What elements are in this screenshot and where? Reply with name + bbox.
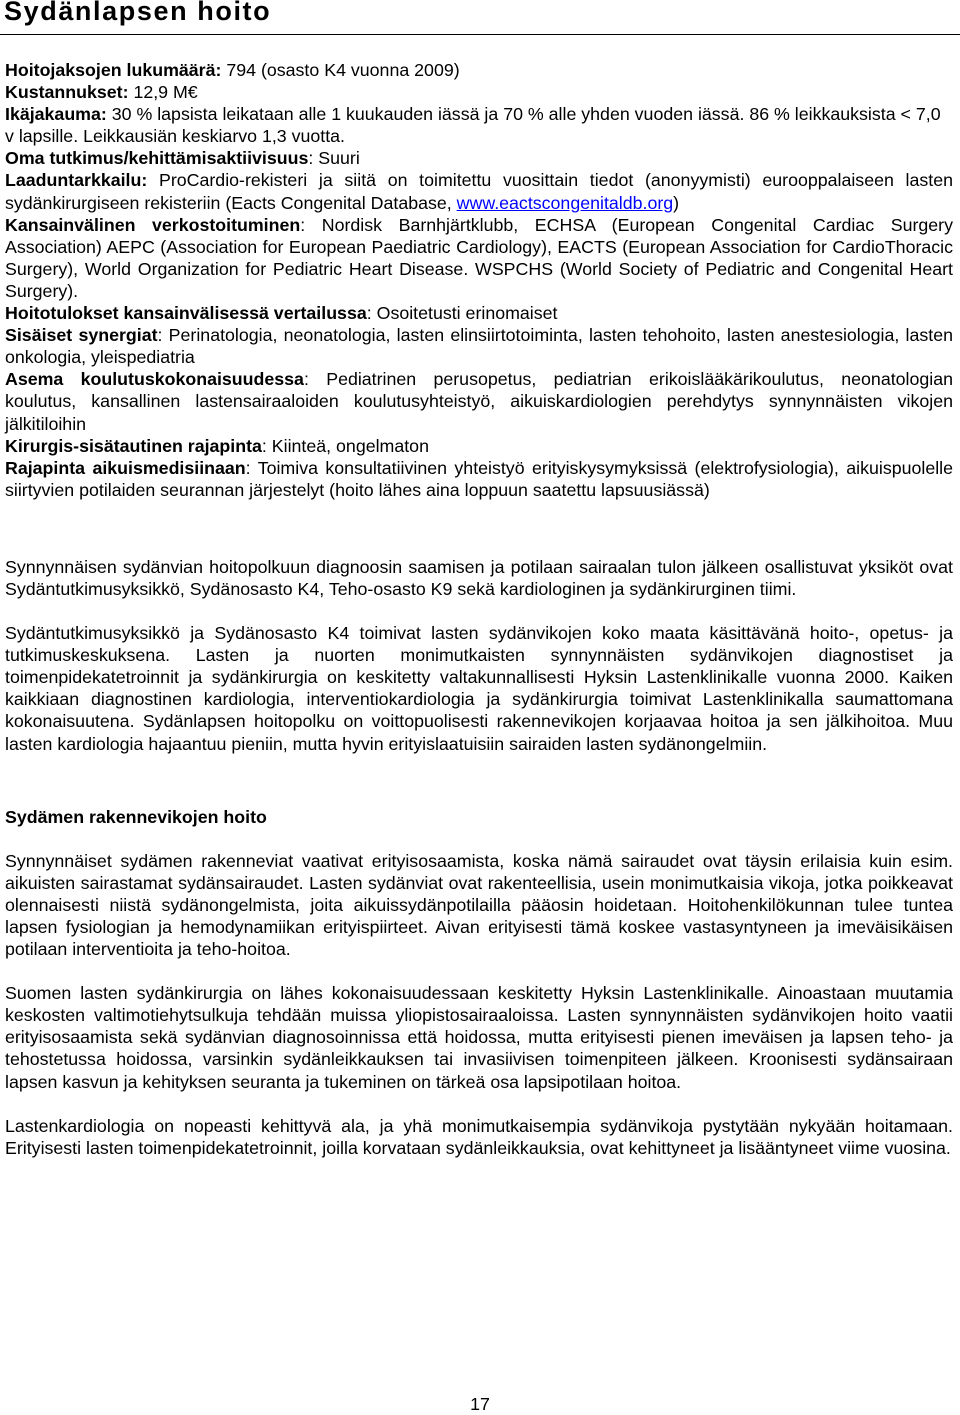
fact-label: Kansainvälinen verkostoituminen (5, 214, 301, 235)
fact-hoitojaksot (5, 59, 953, 81)
fact-label: Hoitotulokset kansainvälisessä vertailussa (5, 303, 367, 324)
fact-kustannukset (5, 81, 953, 103)
body-paragraph: Synnynnäiset sydämen rakenneviat vaativat erityisosaamista, koska nämä sairaudet ovat täysin erilaisia kuin esim. aikuisten sairastamat sydänsairaudet. Lasten sydänviat ovat rakenteellisia, usein monimutkaisia vikoja, jotka poikkeavat olennaisesti niistä sydänongelmista, joita aikuissydänpotilailla pääosin hoidetaan. Hoitohenkilökunnan tulee tuntea lapsen fysiologian ja hemodynamiikan erityispiirteet. Aivan erityisesti tämä koskee vastasyntyneen ja imeväisikäisen potilaan interventioita ja teho-hoitoa. (5, 850, 953, 960)
fact-value: : Toimiva konsultatiivinen yhteistyö erityiskysymyksissä (elektrofysiologia), aikuispuolelle siirtyvien potilaiden seurannan järjestelyt (hoito lähes aina loppuun saatettu lapsuusiässä) (5, 457, 954, 500)
fact-label: Asema koulutuskokonaisuudessa (5, 369, 304, 390)
fact-label: Rajapinta aikuismedisiinaan (5, 457, 246, 478)
fact-label: Laaduntarkkailu: (5, 170, 148, 191)
fact-value: 30 % lapsista leikataan alle 1 kuukauden iässä ja 70 % alle yhden vuoden iässä. 86 % leikkauksista < 7,0 v lapsille. Leikkausiän keskiarvo 1,3 vuotta. (5, 104, 941, 147)
body-paragraph: Lastenkardiologia on nopeasti kehittyvä ala, ja yhä monimutkaisempia sydänvikoja pystytään nykyään hoitamaan. Erityisesti lasten toimenpidekatetroinnit, joilla korvataan sydänleikkauksia, ovat kehittyneet ja lisääntyneet viime vuosina. (5, 1115, 953, 1158)
fact-value: : Osoitetusti erinomaiset (366, 303, 558, 324)
fact-label: Kirurgis-sisätautinen rajapinta (5, 435, 262, 456)
fact-rajapinta (5, 457, 953, 501)
fact-hoitotulokset (5, 302, 953, 324)
fact-oma-tutkimus (5, 147, 953, 169)
fact-asema (5, 368, 953, 434)
fact-label: Kustannukset: (5, 82, 129, 103)
body-paragraph: Synnynnäisen sydänvian hoitopolkuun diagnoosin saamisen ja potilaan sairaalan tulon jälkeen osallistuvat yksiköt ovat Sydäntutkimusyksikkö, Sydänosasto K4, Teho-osasto K9 sekä kardiologinen ja sydänkirurginen tiimi. (5, 556, 953, 599)
fact-synergiat (5, 324, 953, 368)
page-number: 17 (470, 1394, 490, 1414)
fact-ikajakauma (5, 103, 953, 147)
facts-block (5, 59, 953, 501)
fact-label: Oma tutkimus/kehittämisaktiivisuus (5, 148, 309, 169)
fact-value: 794 (osasto K4 vuonna 2009) (221, 60, 460, 80)
fact-value-end: ) (673, 192, 680, 213)
body-paragraph: Sydäntutkimusyksikkö ja Sydänosasto K4 toimivat lasten sydänvikojen koko maata käsittävänä hoito-, opetus- ja tutkimuskeskuksena. Lasten ja nuorten monimutkaisten synnynnäisten sydänvikojen diagnostiset ja toimenpidekatetroinnit ja sydänkirurgia on keskitetty valtakunnallisesti Hyksin Lastenklinikalle vuonna 2000. Kaiken kaikkiaan diagnostinen kardiologia, interventiokardiologia ja sydänkirurgia toimivat Lastenklinikalla saumattomana kokonaisuutena. Sydänlapsen hoitopolku on voittopuolisesti rakennevikojen korjaavaa hoitoa ja sen jälkihoitoa. Muu lasten kardiologia hajaantuu pieniin, mutta hyvin erityislaatuisiin sairaiden lasten sydänongelmiin. (5, 623, 953, 754)
fact-value: : Pediatrinen perusopetus, pediatrian erikoislääkärikoulutus, neonatologian koulutus, kansallinen lastensairaaloiden koulutusyhteistyö, aikuiskardiologien perehdytys synnynnäisten vikojen jälkitiloihin (5, 369, 953, 434)
fact-value: : Perinatologia, neonatologia, lasten elinsiirtotoiminta, lasten tehohoito, lasten anestesiologia, lasten onkologia, yleispediatria (5, 325, 953, 368)
fact-value: 12,9 M€ (128, 82, 198, 103)
body-paragraph: Suomen lasten sydänkirurgia on lähes kokonaisuudessaan keskitetty Hyksin Lastenklinikalle. Ainoastaan muutamia keskosten valtimotiehytsulkuja tehdään muissa yliopistosairaaloissa. Lasten synnynnäisten sydänvikojen hoito vaatii erityisosaamista sekä sydänvian diagnosoinnissa että hoidossa, mutta erityisesti pienen imeväisen ja lapsen teho- ja tehostetussa hoidossa, varsinkin sydänleikkauksen tai invasiivisen toimenpiteen jälkeen. Kroonisesti sydänsairaan lapsen kasvun ja kehityksen seuranta ja tukeminen on tärkeä osa lapsipotilaan hoitoa. (5, 983, 953, 1092)
fact-kirurgis (5, 435, 953, 457)
section-heading: Sydämen rakennevikojen hoito (5, 806, 267, 827)
fact-value: : Kiinteä, ongelmaton (261, 435, 429, 456)
title-divider (0, 34, 960, 35)
fact-label: Sisäiset synergiat (5, 325, 158, 346)
fact-value: ProCardio-rekisteri ja siitä on toimitettu vuosittain tiedot (anonyymisti) eurooppalaiseen lasten sydänkirurgiseen rekisteriin (Eacts Congenital Database, (5, 170, 953, 213)
eacts-link[interactable]: www.eactscongenitaldb.org (456, 192, 674, 213)
fact-label: Hoitojaksojen lukumäärä: (5, 60, 222, 80)
fact-laaduntarkkailu (5, 169, 953, 213)
fact-value: : Suuri (308, 148, 360, 169)
document-body (5, 59, 953, 1159)
fact-kansainvalinen (5, 214, 953, 302)
fact-label: Ikäjakauma: (5, 104, 107, 125)
page-title: Sydänlapsen hoito (4, 0, 272, 26)
fact-value: : Nordisk Barnhjärtklubb, ECHSA (European Congenital Cardiac Surgery Association) AEPC (Association for European Paediatric Cardiology), EACTS (European Association for CardioThoracic Surgery), World Organization for Pediatric Heart Disease. WSPCHS (World Society of Pediatric and Congenital Heart Surgery). (5, 214, 953, 301)
